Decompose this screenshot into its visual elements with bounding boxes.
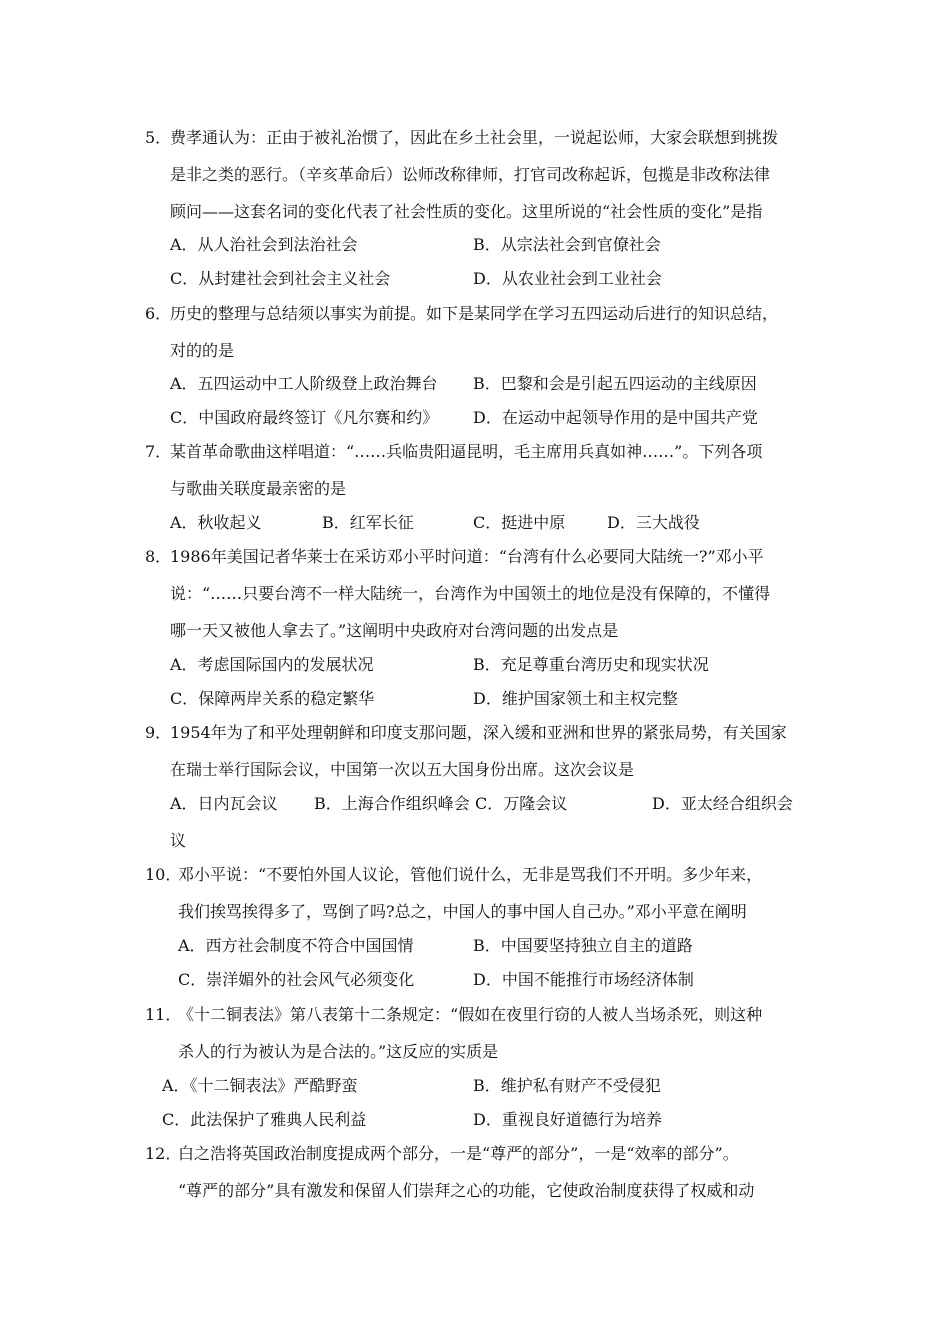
question-number: 8． bbox=[145, 547, 172, 566]
option-b: B．巴黎和会是引起五四运动的主线原因 bbox=[473, 374, 757, 393]
question-stem-line: 哪一天又被他人拿去了。”这阐明中央政府对台湾问题的出发点是 bbox=[170, 621, 619, 640]
question-stem-line: 某首革命歌曲这样唱道：“……兵临贵阳逼昆明，毛主席用兵真如神……”。下列各项 bbox=[170, 442, 763, 461]
option-a: A．从人治社会到法治社会 bbox=[170, 235, 358, 254]
question-stem-line: 杀人的行为被认为是合法的。”这反应的实质是 bbox=[178, 1042, 499, 1061]
option-d: D．三大战役 bbox=[607, 513, 700, 532]
question-stem-line: 是非之类的恶行。（辛亥革命后）讼师改称律师，打官司改称起诉，包揽是非改称法律 bbox=[170, 165, 771, 184]
option-c: C．崇洋媚外的社会风气必须变化 bbox=[178, 970, 415, 989]
option-a: A．日内瓦会议 bbox=[170, 794, 278, 813]
question-stem-line: 历史的整理与总结须以事实为前提。如下是某同学在学习五四运动后进行的知识总结， bbox=[170, 304, 779, 323]
option-a: A．《十二铜表法》严酷野蛮 bbox=[162, 1076, 358, 1095]
option-c: C．中国政府最终签订《凡尔赛和约》 bbox=[170, 408, 439, 427]
option-a: A．西方社会制度不符合中国国情 bbox=[178, 936, 414, 955]
question-stem-line: “尊严的部分”具有激发和保留人们崇拜之心的功能，它使政治制度获得了权威和动 bbox=[178, 1181, 755, 1200]
question-stem-line: 1954年为了和平处理朝鲜和印度支那问题，深入缓和亚洲和世界的紧张局势，有关国家 bbox=[170, 723, 787, 742]
option-c: C．万隆会议 bbox=[475, 794, 568, 813]
option-b: B．上海合作组织峰会 bbox=[314, 794, 470, 813]
question-number: 7． bbox=[145, 442, 172, 461]
option-a: A．秋收起义 bbox=[170, 513, 262, 532]
option-a: A．五四运动中工人阶级登上政治舞台 bbox=[170, 374, 438, 393]
question-number: 11． bbox=[145, 1005, 182, 1024]
option-d: D．中国不能推行市场经济体制 bbox=[473, 970, 694, 989]
question-stem-line: 顾问——这套名词的变化代表了社会性质的变化。这里所说的“社会性质的变化”是指 bbox=[170, 202, 763, 221]
option-c: C．从封建社会到社会主义社会 bbox=[170, 269, 391, 288]
question-stem-line: 说：“……只要台湾不一样大陆统一，台湾作为中国领土的地位是没有保障的，不懂得 bbox=[170, 584, 771, 603]
question-number: 12． bbox=[145, 1144, 182, 1163]
question-stem-line: 《十二铜表法》第八表第十二条规定：“假如在夜里行窃的人被人当场杀死，则这种 bbox=[178, 1005, 763, 1024]
option-d: D．维护国家领土和主权完整 bbox=[473, 689, 678, 708]
option-a: A．考虑国际国内的发展状况 bbox=[170, 655, 374, 674]
option-c: C．保障两岸关系的稳定繁华 bbox=[170, 689, 375, 708]
question-number: 9． bbox=[145, 723, 172, 742]
question-stem-line: 1986年美国记者华莱士在采访邓小平时问道：“台湾有什么必要同大陆统一?”邓小平 bbox=[170, 547, 764, 566]
question-number: 5． bbox=[145, 128, 172, 147]
option-d: D．亚太经合组织会 bbox=[652, 794, 793, 813]
option-b: B．红军长征 bbox=[322, 513, 414, 532]
question-stem-line: 在瑞士举行国际会议，中国第一次以五大国身份出席。这次会议是 bbox=[170, 760, 635, 779]
option-d: D．从农业社会到工业社会 bbox=[473, 269, 662, 288]
option-c: C．此法保护了雅典人民利益 bbox=[162, 1110, 367, 1129]
option-b: B．维护私有财产不受侵犯 bbox=[473, 1076, 661, 1095]
question-stem-line: 我们挨骂挨得多了，骂倒了吗?总之，中国人的事中国人自己办。”邓小平意在阐明 bbox=[178, 902, 747, 921]
question-number: 6． bbox=[145, 304, 172, 323]
option-c: C．挺进中原 bbox=[473, 513, 566, 532]
question-number: 10． bbox=[145, 865, 182, 884]
option-b: B．中国要坚持独立自主的道路 bbox=[473, 936, 693, 955]
question-stem-line: 邓小平说：“不要怕外国人议论，管他们说什么，无非是骂我们不开明。多少年来， bbox=[178, 865, 763, 884]
option-continuation: 议 bbox=[170, 831, 187, 850]
option-b: B．从宗法社会到官僚社会 bbox=[473, 235, 661, 254]
option-d: D．在运动中起领导作用的是中国共产党 bbox=[473, 408, 758, 427]
question-stem-line: 对的的是 bbox=[170, 341, 235, 360]
option-d: D．重视良好道德行为培养 bbox=[473, 1110, 662, 1129]
question-stem-line: 费孝通认为：正由于被礼治惯了，因此在乡土社会里，一说起讼师，大家会联想到挑拨 bbox=[170, 128, 779, 147]
option-b: B．充足尊重台湾历史和现实状况 bbox=[473, 655, 709, 674]
question-stem-line: 与歌曲关联度最亲密的是 bbox=[170, 479, 347, 498]
question-stem-line: 白之浩将英国政治制度提成两个部分，一是“尊严的部分”，一是“效率的部分”。 bbox=[178, 1144, 739, 1163]
